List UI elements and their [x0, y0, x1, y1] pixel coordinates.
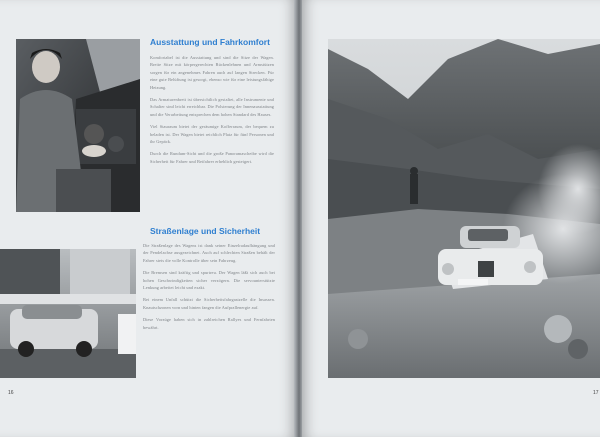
page-number-left: 16 [8, 390, 14, 396]
mechanic-photo [16, 39, 140, 212]
paragraph: Bei einem Unfall schützt die Sicherheitsfahrgastzelle die Insassen. Knautschzonen vorn und hinten fangen die Aufprallenergie auf. [143, 297, 275, 310]
right-page [302, 0, 600, 437]
page-number-right: 17 [593, 390, 599, 396]
left-page [0, 0, 296, 437]
paragraph: Viel Stauraum bietet der geräumige Kofferraum, der bequem zu beladen ist. Der Wagen bietet reichlich Platz für fünf Personen und ihr Gepäck. [150, 124, 274, 145]
section-text-ausstattung [150, 54, 274, 170]
street-car-photo [0, 249, 136, 378]
paragraph: Durch die Rundum-Sicht und die große Panoramascheibe wird die Sicherheit für Fahrer und Beifahrer erheblich gesteigert. [150, 151, 274, 164]
section-heading-strassenlage: Straßenlage und Sicherheit [150, 226, 261, 236]
paragraph: Komfortabel ist die Ausstattung und sind die Sitze der Wagen. Breite Sitze mit körpergerechten Rückenlehnen und Armstützen sorgen für ein angenehmes Fahren auch auf langen Strecken. Für eine gute Belüftung ist gesorgt, ebenso wie für eine leistungsfähige Heizung. [150, 55, 274, 90]
paragraph: Das Armaturenbrett ist übersichtlich gestaltet, alle Instrumente und Schalter sind leicht erreichbar. Die Polsterung der Innenausstattung und die Verarbeitung entsprechen dem hohen Standard des Hauses. [150, 97, 274, 117]
section-text-strassenlage [143, 242, 275, 336]
paragraph: Die Bremsen sind kräftig und spurtreu. Der Wagen läßt sich auch bei hohen Geschwindigkeiten sicher verzögern. Die servounterstützte Lenkung arbeitet leicht und exakt. [143, 270, 275, 291]
paragraph: Diese Vorzüge haben sich in zahlreichen Rallyes und Fernfahrten bewährt. [143, 317, 275, 330]
paragraph: Die Straßenlage des Wagens ist dank seiner Einzelradaufhängung und der Pendelachse ausgezeichnet. Auch auf schlechten Straßen behält der Fahrer stets die volle Kontrolle über sein Fahrzeug. [143, 243, 275, 263]
rally-mountain-photo [328, 39, 600, 378]
section-heading-ausstattung: Ausstattung und Fahrkomfort [150, 37, 270, 47]
